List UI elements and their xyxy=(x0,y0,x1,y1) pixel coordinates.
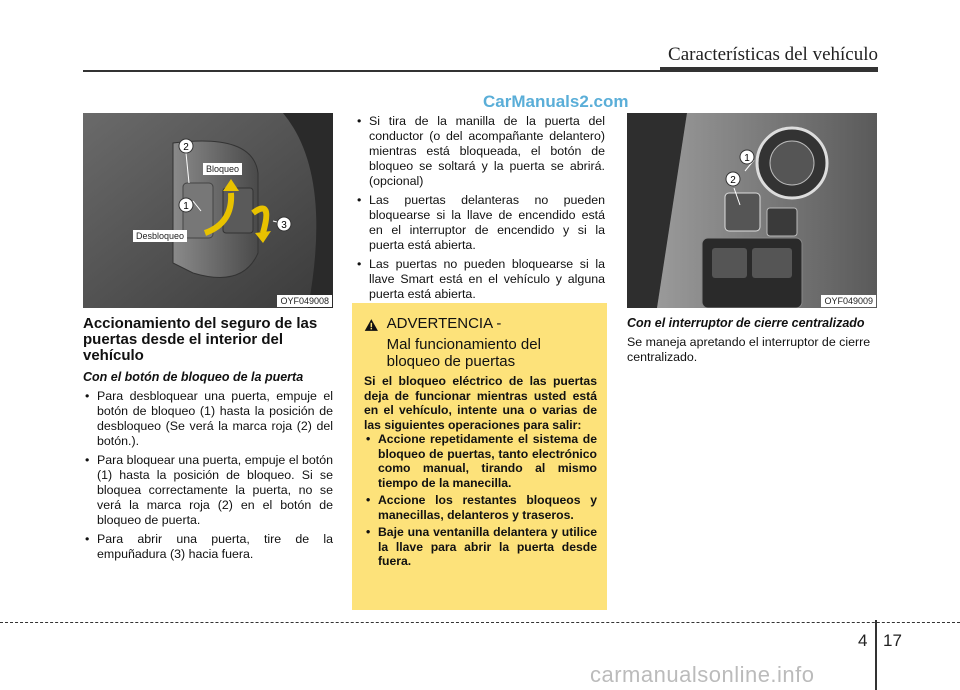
header-tab xyxy=(660,67,878,72)
figure-code: OYF049008 xyxy=(277,295,332,307)
list-item: • Baje una ventanilla delantera y utilice la llave para abrir la puerta desde fuera. xyxy=(364,525,597,569)
bullet-list xyxy=(355,114,605,302)
list-item: • Para desbloquear una puerta, empuje el botón de bloqueo (1) hasta la posición de desbloqueo (Se verá la marca roja (2) del botón.). xyxy=(83,389,333,449)
footer-watermark: carmanualsonline.info xyxy=(590,662,815,687)
callout-1: 1 xyxy=(744,153,750,164)
subsection-heading: Con el botón de bloqueo de la puerta xyxy=(83,370,304,384)
warning-bullet-list xyxy=(364,432,597,569)
footer-rule xyxy=(0,622,960,623)
site-watermark: CarManuals2.com xyxy=(483,92,629,111)
column-2 xyxy=(355,114,605,306)
callout-3: 3 xyxy=(281,220,287,231)
list-item: • Las puertas no pueden bloquearse si la llave Smart está en el vehículo y alguna puerta está abierta. xyxy=(355,257,605,302)
warning-title: Mal funcionamiento del bloqueo de puertas xyxy=(386,336,541,370)
figure-code: OYF049009 xyxy=(821,295,876,307)
warning-header xyxy=(352,303,607,370)
warning-triangle-icon xyxy=(364,316,379,334)
central-lock-figure xyxy=(627,113,877,308)
column-3 xyxy=(627,316,877,365)
page-number: 17 xyxy=(883,631,902,650)
section-title: Características del vehículo xyxy=(668,44,878,65)
callout-2: 2 xyxy=(183,142,189,153)
chapter-number: 4 xyxy=(858,631,868,650)
bullet-list xyxy=(83,389,333,562)
label-desbloqueo: Desbloqueo xyxy=(133,230,187,242)
list-item: • Accione repetidamente el sistema de bloqueo de puertas, tanto electrónico como manual, tirando al mismo tiempo de la manecilla. xyxy=(364,432,597,490)
list-item: • Si tira de la manilla de la puerta del conductor (o del acompañante delantero) mientras está bloqueada, el botón de bloqueo se soltará y la puerta se abrirá. (opcional) xyxy=(355,114,605,189)
section-heading: Accionamiento del seguro de las puertas desde el interior del vehículo xyxy=(83,315,318,364)
warning-intro: Si el bloqueo eléctrico de las puertas deja de funcionar mientras usted está en el vehículo, intente una o varias de las siguientes operaciones para salir: xyxy=(364,374,597,432)
list-item: • Accione los restantes bloqueos y manecillas, delanteros y traseros. xyxy=(364,493,597,522)
page-divider xyxy=(875,620,877,690)
paragraph: Se maneja apretando el interruptor de cierre centralizado. xyxy=(627,335,871,364)
central-lock-illustration xyxy=(627,113,877,308)
callout-2: 2 xyxy=(730,175,736,186)
subsection-heading: Con el interruptor de cierre centralizado xyxy=(627,316,865,330)
warning-box xyxy=(352,303,607,610)
label-bloqueo: Bloqueo xyxy=(203,163,242,175)
warning-label: ADVERTENCIA - xyxy=(386,315,502,332)
warning-body xyxy=(352,370,607,569)
door-lock-figure xyxy=(83,113,333,308)
door-lock-illustration xyxy=(83,113,333,308)
list-item: • Para abrir una puerta, tire de la empuñadura (3) hacia fuera. xyxy=(83,532,333,562)
callout-1: 1 xyxy=(183,201,189,212)
list-item: • Las puertas delanteras no pueden bloquearse si la llave de encendido está en el interruptor de encendido y si la puerta está abierta. xyxy=(355,193,605,253)
column-1 xyxy=(83,316,333,566)
list-item: • Para bloquear una puerta, empuje el botón (1) hasta la posición de bloqueo. Si se bloquea correctamente la puerta, no se verá la marca roja (2) en el botón de bloqueo de puerta. xyxy=(83,453,333,528)
